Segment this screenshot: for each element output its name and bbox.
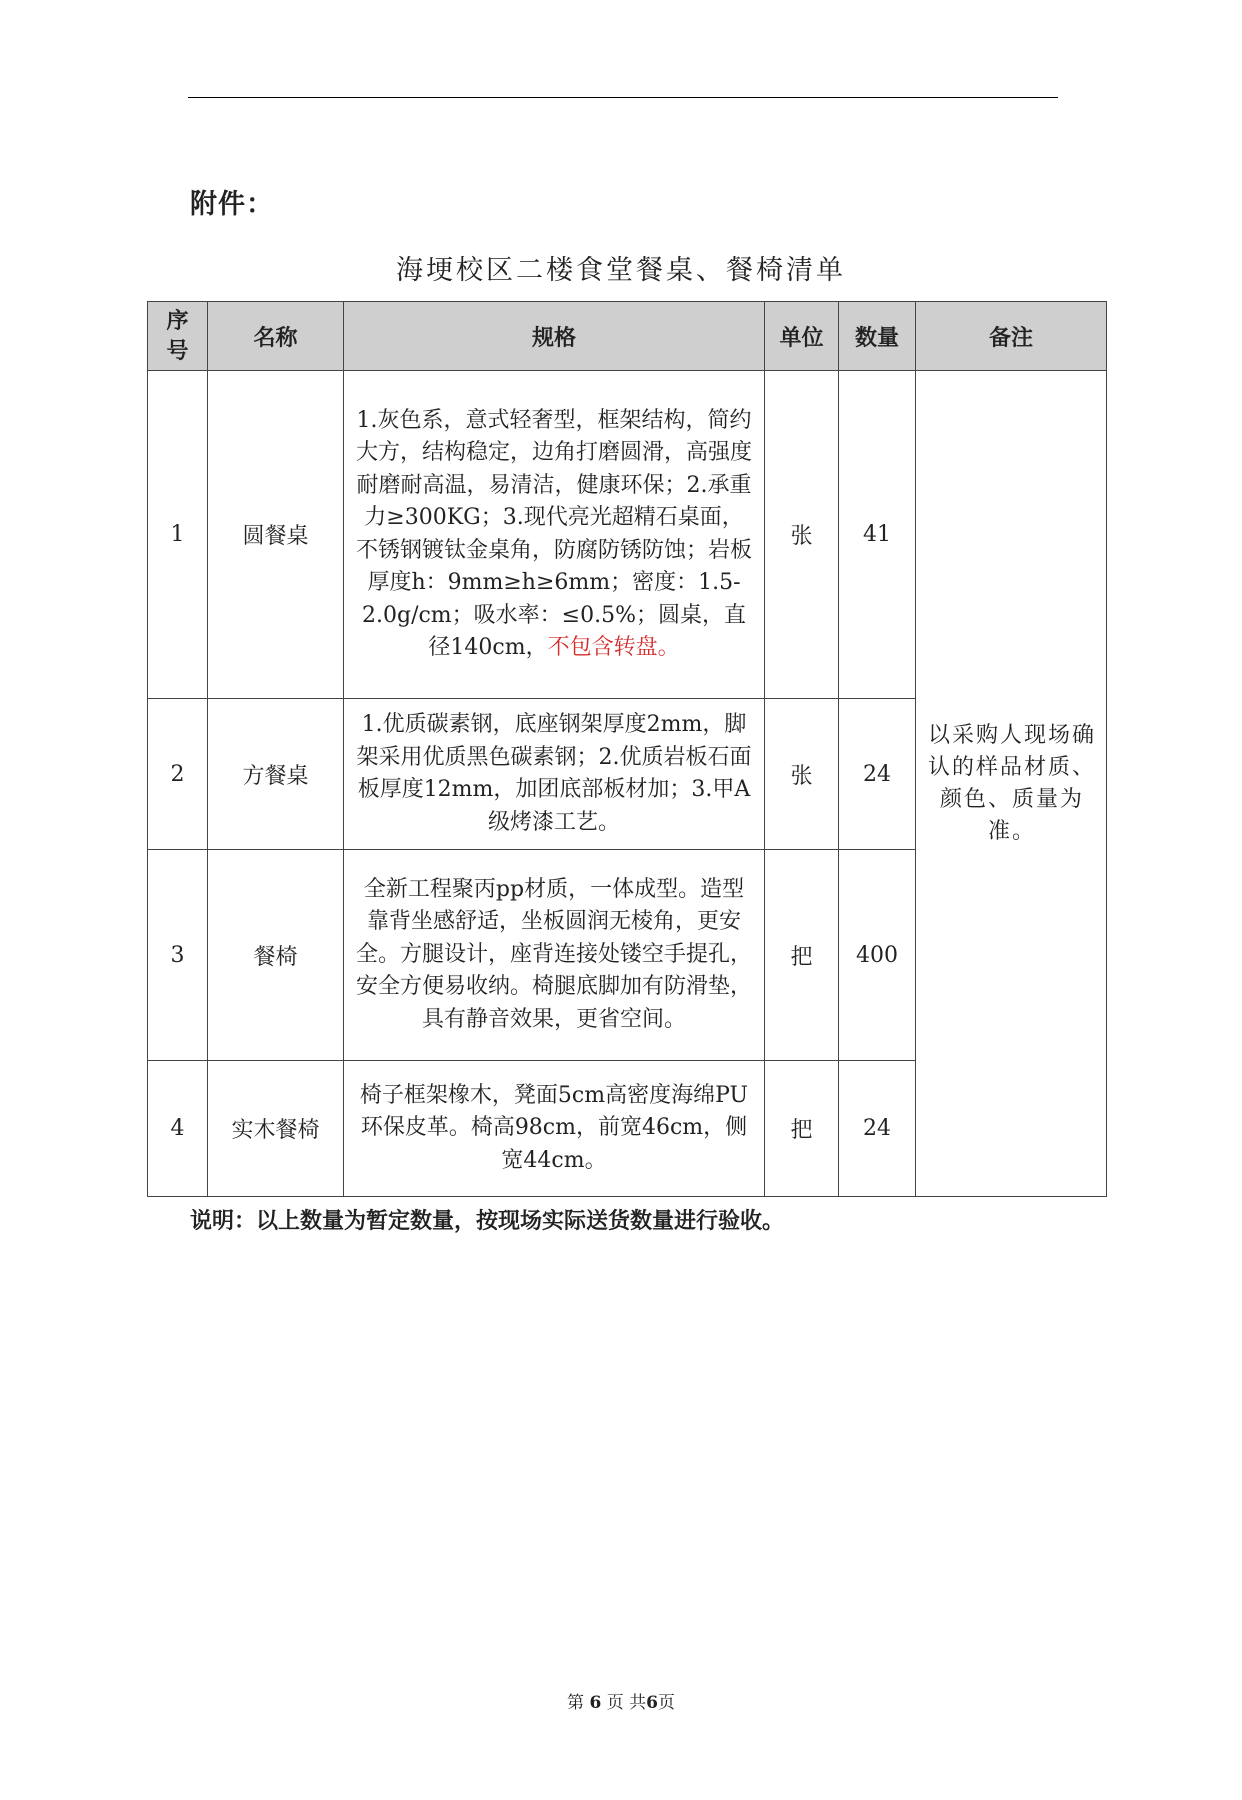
- table-row: [148, 371, 1107, 699]
- row-unit: 把: [765, 1061, 839, 1197]
- row-qty: 24: [839, 1061, 916, 1197]
- row-unit: 把: [765, 850, 839, 1061]
- row-spec: [344, 371, 765, 699]
- footer-page-number: 6: [589, 1693, 602, 1713]
- table-header-row: [148, 302, 1107, 371]
- row-qty: 400: [839, 850, 916, 1061]
- row-seq: 3: [148, 850, 208, 1061]
- items-table: [147, 301, 1107, 1197]
- header-spec: 规格: [344, 302, 765, 371]
- footer-suffix: 页: [657, 1693, 675, 1713]
- row-seq: 2: [148, 699, 208, 850]
- header-remark: 备注: [916, 302, 1107, 371]
- header-rule: [188, 97, 1058, 98]
- row-spec: 椅子框架橡木，凳面5cm高密度海绵PU环保皮革。椅高98cm，前宽46cm，侧宽44cm。: [344, 1061, 765, 1197]
- remark-cell: 以采购人现场确认的样品材质、颜色、质量为准。: [916, 371, 1107, 1197]
- row-name: 圆餐桌: [208, 371, 344, 699]
- row-name: 方餐桌: [208, 699, 344, 850]
- header-seq: [148, 302, 208, 371]
- row-name: 实木餐椅: [208, 1061, 344, 1197]
- row-spec-red-text: 不包含转盘。: [547, 635, 680, 660]
- header-name: 名称: [208, 302, 344, 371]
- row-spec-text: 1.灰色系，意式轻奢型，框架结构，简约大方，结构稳定，边角打磨圆滑，高强度耐磨耐高温，易清洁，健康环保；2.承重力≥300KG；3.现代亮光超精石桌面，不锈钢镀钛金桌角，防腐防锈防蚀；岩板厚度h：9mm≥h≥6mm；密度：1.5-2.0g/cm；吸水率：≤0.5%；圆桌，直径140cm，: [355, 407, 752, 660]
- page-footer: [0, 1688, 1242, 1713]
- header-seq-text: 序号: [166, 308, 189, 364]
- row-name: 餐椅: [208, 850, 344, 1061]
- row-qty: 24: [839, 699, 916, 850]
- table-note: 说明：以上数量为暂定数量，按现场实际送货数量进行验收。: [190, 1208, 785, 1234]
- header-unit: 单位: [765, 302, 839, 371]
- attachment-label: 附件：: [190, 189, 274, 220]
- row-qty: 41: [839, 371, 916, 699]
- row-seq: 1: [148, 371, 208, 699]
- row-spec: 全新工程聚丙pp材质，一体成型。造型靠背坐感舒适，坐板圆润无棱角，更安全。方腿设计，座背连接处镂空手提孔，安全方便易收纳。椅腿底脚加有防滑垫，具有静音效果，更省空间。: [344, 850, 765, 1061]
- row-spec: 1.优质碳素钢，底座钢架厚度2mm，脚架采用优质黑色碳素钢；2.优质岩板石面板厚度12mm，加团底部板材加；3.甲A级烤漆工艺。: [344, 699, 765, 850]
- footer-total-pages: 6: [646, 1693, 658, 1713]
- document-title: 海埂校区二楼食堂餐桌、餐椅清单: [396, 255, 846, 286]
- row-unit: 张: [765, 371, 839, 699]
- footer-prefix: 第: [567, 1693, 585, 1713]
- row-unit: 张: [765, 699, 839, 850]
- row-seq: 4: [148, 1061, 208, 1197]
- footer-mid: 页 共: [606, 1693, 647, 1713]
- header-qty: 数量: [839, 302, 916, 371]
